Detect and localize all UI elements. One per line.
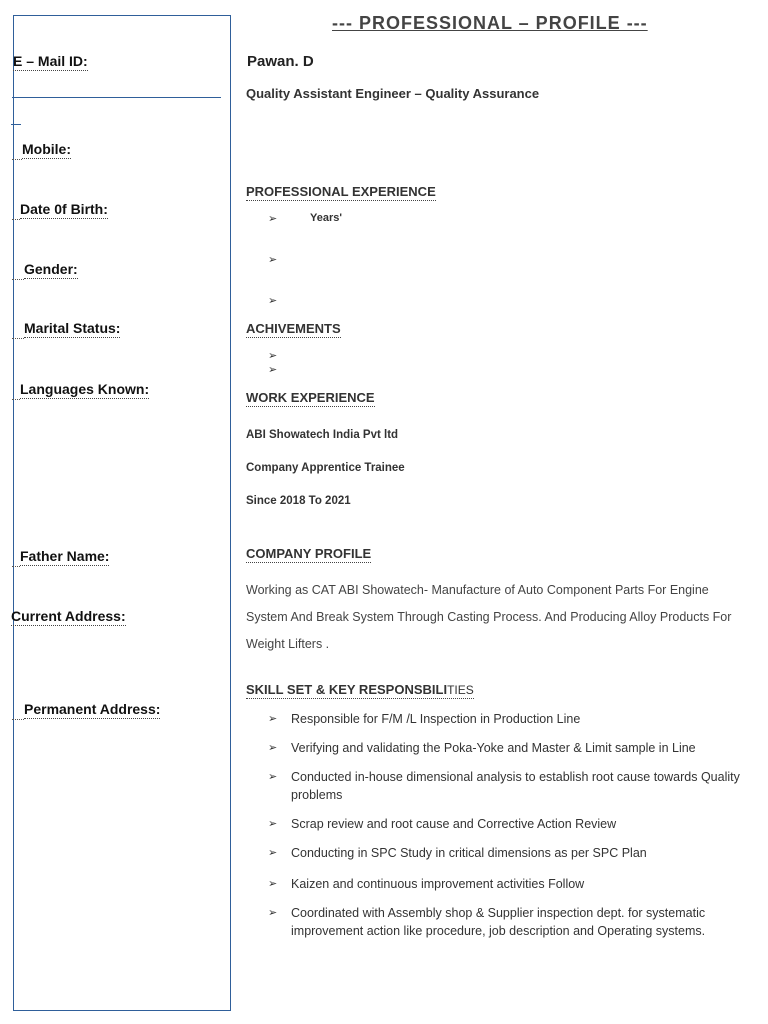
list-item: ➢ Kaizen and continuous improvement activities Follow [268, 877, 585, 891]
list-item: ➢ Conducted in-house dimensional analysis to establish root cause towards Quality problems [268, 770, 740, 802]
list-item: ➢ Responsible for F/M /L Inspection in Production Line [268, 712, 581, 726]
list-item: ➢ Coordinated with Assembly shop & Supplier inspection dept. for systematic improvement action like procedure, job description and Operating systems. [268, 906, 706, 938]
languages-label: Languages Known: [20, 381, 150, 397]
skills-heading [246, 682, 474, 699]
arrow-bullet-icon: ➢ [268, 847, 278, 859]
arrow-bullet-icon: ➢ [268, 295, 278, 307]
arrow-bullet-icon: ➢ [268, 350, 278, 362]
email-label: E – Mail ID: [13, 53, 88, 69]
arrow-bullet-icon: ➢ [268, 254, 278, 266]
work-period: Since 2018 To 2021 [246, 495, 351, 507]
professional-experience-heading: PROFESSIONAL EXPERIENCE [246, 184, 436, 199]
candidate-name: Pawan. D [247, 53, 314, 70]
arrow-bullet-icon: ➢ [268, 713, 278, 725]
permanent-address-label: Permanent Address: [24, 701, 161, 717]
skills-list [268, 710, 758, 951]
arrow-bullet-icon: ➢ [268, 771, 278, 783]
position-title: Company Apprentice Trainee [246, 462, 405, 474]
gender-dots [12, 279, 24, 280]
candidate-role: Quality Assistant Engineer – Quality Assurance [246, 86, 540, 101]
mobile-label: Mobile: [22, 141, 71, 157]
company-profile-line: System And Break System Through Casting Process. And Producing Alloy Products For [246, 610, 732, 624]
mobile-dots [12, 159, 22, 160]
arrow-bullet-icon: ➢ [268, 364, 278, 376]
permanent-dots [12, 719, 24, 720]
email-link-tick [11, 124, 21, 125]
company-profile-heading: COMPANY PROFILE [246, 546, 372, 561]
arrow-bullet-icon: ➢ [268, 818, 278, 830]
dob-label: Date 0f Birth: [20, 201, 108, 217]
dob-dots [12, 219, 20, 220]
company-profile-line: Weight Lifters . [246, 637, 330, 651]
achievements-heading: ACHIVEMENTS [246, 321, 341, 336]
company-profile-line: Working as CAT ABI Showatech- Manufacture of Auto Component Parts For Engine [246, 583, 709, 597]
marital-dots [12, 338, 24, 339]
arrow-bullet-icon: ➢ [268, 213, 278, 225]
skills-heading-main: SKILL SET & KEY RESPONSBILI [246, 682, 448, 697]
company-profile-text [246, 577, 746, 658]
list-item: ➢ Verifying and validating the Poka-Yoke and Master & Limit sample in Line [268, 741, 696, 755]
list-item: ➢ Scrap review and root cause and Corrective Action Review [268, 817, 617, 831]
sidebar-panel [13, 15, 231, 1011]
marital-status-label: Marital Status: [24, 320, 121, 336]
gender-label: Gender: [24, 261, 78, 277]
list-item: ➢ Conducting in SPC Study in critical dimensions as per SPC Plan [268, 846, 647, 860]
experience-years: Years' [310, 212, 342, 224]
arrow-bullet-icon: ➢ [268, 907, 278, 919]
company-name: ABI Showatech India Pvt ltd [246, 429, 399, 441]
page-title: --- PROFESSIONAL – PROFILE --- [332, 13, 648, 33]
languages-dots [12, 399, 20, 400]
current-address-label: Current Address: [11, 608, 126, 624]
father-dots [12, 566, 20, 567]
arrow-bullet-icon: ➢ [268, 878, 278, 890]
work-experience-heading: WORK EXPERIENCE [246, 390, 375, 405]
email-link-line [12, 97, 221, 98]
skills-heading-tail: TIES [447, 683, 474, 697]
arrow-bullet-icon: ➢ [268, 742, 278, 754]
father-name-label: Father Name: [20, 548, 110, 564]
